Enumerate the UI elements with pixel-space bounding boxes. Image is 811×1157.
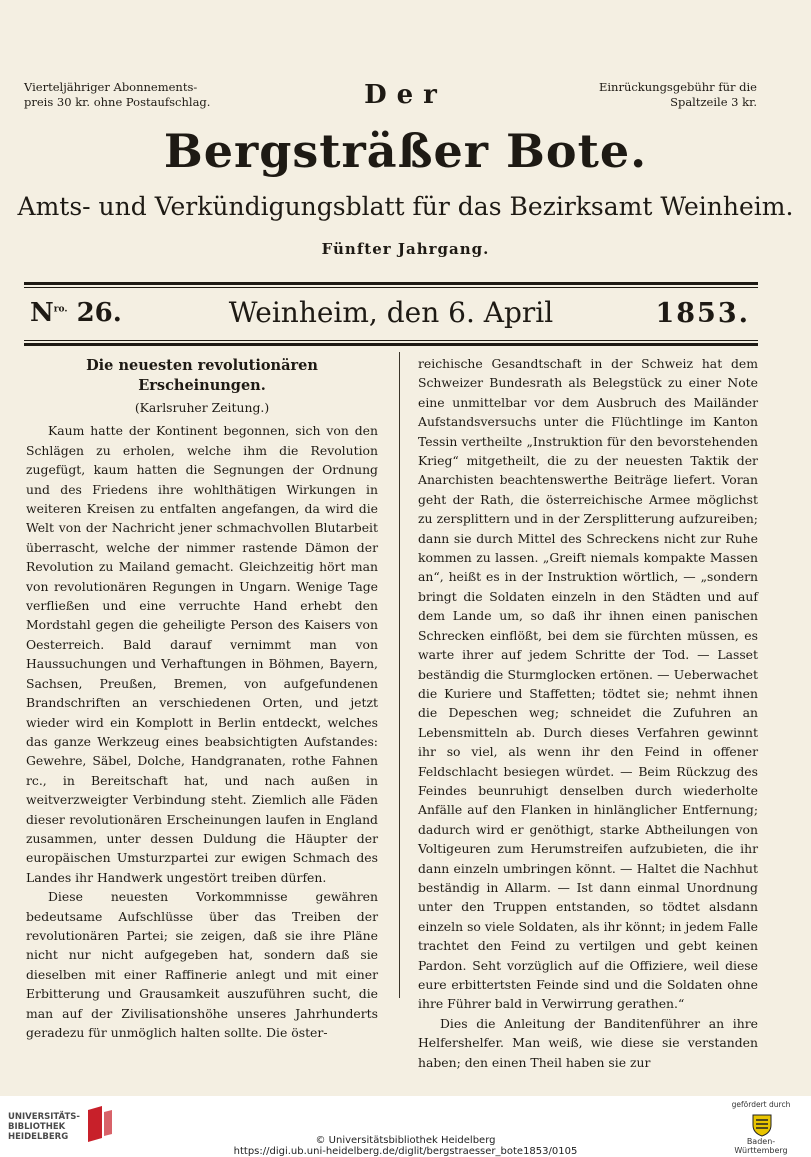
- volume-label: Fünfter Jahrgang.: [321, 240, 490, 258]
- library-name-line-2: BIBLIOTHEK: [8, 1122, 66, 1132]
- article-source: (Karlsruher Zeitung.): [134, 400, 270, 415]
- source-url[interactable]: https://digi.ub.uni-heidelberg.de/diglit/bergstraesser_bote1853/0105: [233, 1146, 578, 1157]
- article-title-line-2: Erscheinungen.: [138, 377, 266, 394]
- copyright-text: © Universitätsbibliothek Heidelberg: [315, 1135, 496, 1146]
- place-date: Weinheim, den 6. April: [228, 296, 554, 329]
- bottom-rule-thin: [24, 340, 758, 341]
- article-paragraph: reichische Gesandtschaft in der Schweiz hat dem Schweizer Bundesrath als Belegstück zu einer Note eine unmittelbar vor dem Ausbruch des Mailänder Aufstandsversuchs unter die Flüchtlinge im Kanton Tessin vertheilte „Instruktion für den bevorstehenden Krieg“ mitgetheilt, die zu der neuesten Taktik der Anarchisten beachtenswerthe Beiträge liefert. Voran geht der Rath, die österreichische Armee möglichst zu zersplittern und in der Zersplitterung aufzureiben; dann sie durch Mittel des Schreckens nicht zur Ruhe kommen zu lassen. „Greift niemals kompakte Massen an“, heißt es in der Instruktion wörtlich, — „sondern bringt die Soldaten einzeln in den Städten und auf dem Lande um, so daß ihr ihnen einen panischen Schrecken einflößt, bei dem sie fürchten müssen, es warte ihrer auf jedem Schritte der Tod. — Lasset beständig die Sturmglocken ertönen. — Ueberwachet die Kuriere und Staffetten; tödtet sie; nehmt ihnen die Depeschen weg; schneidet die Zufuhren an Lebensmitteln ab. Durch dieses Verfahren gewinnt ihr so viel, als wenn ihr den Feind in offener Feldschlacht besiegen würdet. — Beim Rückzug des Feindes beunruhigt denselben durch wiederholte Anfälle auf den Flanken in hinlänglicher Entfernung; dadurch wird er genöthigt, starke Abtheilungen von Voltigeuren zum Herumstreifen aufzubieten, die ihr dann einzeln umbringen könnt. — Haltet die Nachhut beständig in Allarm. — Ist dann einmal Unordnung unter den Truppen entstanden, so tödtet alsdann einzeln so viele Soldaten, als ihr könnt; in jedem Falle trachtet den Feind zu vertilgen und gebt keinen Pardon. Seht vorzüglich auf die Offiziere, weil diese eure erbittertsten Feinde sind und die Soldaten ohne ihre Führer bald in Verwirrung gerathen.“: [418, 356, 758, 1012]
- right-column: [418, 354, 758, 1072]
- library-name-line-1: UNIVERSITÄTS-: [8, 1112, 80, 1122]
- article-title-line-1: Die neuesten revolutionären: [86, 357, 318, 374]
- issue-number-sup: ro.: [53, 304, 68, 315]
- issue-line: [24, 296, 758, 336]
- masthead-article: Der: [364, 80, 447, 110]
- left-column: [26, 356, 378, 1042]
- issue-number-value: 26.: [76, 298, 122, 328]
- funded-by-label: gefördert durch: [731, 1100, 791, 1109]
- insertion-fee-line-2: Spaltzeile 3 kr.: [670, 95, 757, 109]
- issue-number-prefix: N: [30, 298, 54, 328]
- article-paragraph: Diese neuesten Vorkommnisse gewähren bedeutsame Aufschlüsse über das Treiben der revolutionären Partei; sie zeigen, daß sie ihre Pläne nicht nur nicht aufgegeben hat, sondern daß sie dieselben mit einer Raffinerie anlegt und mit einer Erbitterung und Grausamkeit auszuführen sucht, die man auf der Zivilisationshöhe unseres Jahrhunderts geradezu für unmöglich halten sollte. Die öster-: [26, 889, 378, 1040]
- state-crest-icon: [751, 1113, 773, 1137]
- insertion-fee-line-1: Einrückungsgebühr für die: [598, 80, 757, 94]
- newspaper-title: Bergsträßer Bote.: [163, 124, 648, 178]
- newspaper-subtitle: Amts- und Verkündigungsblatt für das Bezirksamt Weinheim.: [17, 192, 794, 221]
- article-title: [26, 356, 378, 396]
- subscription-line-1: Vierteljähriger Abonnements-: [24, 80, 198, 94]
- library-footer: [0, 1096, 811, 1157]
- article-paragraph: Kaum hatte der Kontinent begonnen, sich von den Schlägen zu erholen, welche ihm die Revolution zugefügt, kaum hatten die Segnungen der Ordnung und des Friedens ihre wohlthätigen Wirkungen in weiteren Kreisen zu entfalten angefangen, da wird die Welt von der Nachricht jener schmachvollen Blutarbeit überrascht, welche der nimmer rastende Dämon der Revolution zu Mailand gemacht. Gleichzeitig hört man von revolutionären Regungen in Ungarn. Wenige Tage verfließen und eine verruchte Hand erhebt den Mordstahl gegen die geheiligte Person des Kaisers von Oesterreich. Bald darauf vernimmt man von Haussuchungen und Verhaftungen in Böhmen, Bayern, Sachsen, Preußen, Bremen, von aufgefundenen Brandschriften an verschiedenen Orten, und jetzt wieder wird ein Komplott in Berlin entdeckt, welches das ganze Werkzeug eines beabsichtigten Aufstandes: Gewehre, Säbel, Dolche, Handgranaten, rothe Fahnen rc., in Bereitschaft hat, und nach außen in weitverzweigter Verbindung steht. Ziemlich alle Fäden dieser revolutionären Erscheinungen laufen in England zusammen, unter dessen Duldung die Häupter der europäischen Umsturzpartei zur ewigen Schmach des Landes ihr Handwerk ungestört treiben dürfen.: [26, 423, 378, 885]
- state-name: Baden-Württemberg: [734, 1137, 788, 1155]
- top-rule-thin: [24, 287, 758, 288]
- copyright-block: [0, 1135, 811, 1157]
- subscription-line-2: preis 30 kr. ohne Postaufschlag.: [24, 95, 211, 109]
- library-name-line-3: HEIDELBERG: [8, 1132, 69, 1142]
- article-paragraph: Dies die Anleitung der Banditenführer an ihre Helfershelfer. Man weiß, wie diese sie verstanden haben; den einen Theil haben sie zur: [418, 1015, 758, 1070]
- column-divider: [399, 352, 400, 998]
- top-rule-thick: [24, 282, 758, 285]
- bottom-rule-thick: [24, 343, 758, 346]
- funding-block: [721, 1100, 801, 1155]
- issue-year: 1853.: [655, 298, 750, 329]
